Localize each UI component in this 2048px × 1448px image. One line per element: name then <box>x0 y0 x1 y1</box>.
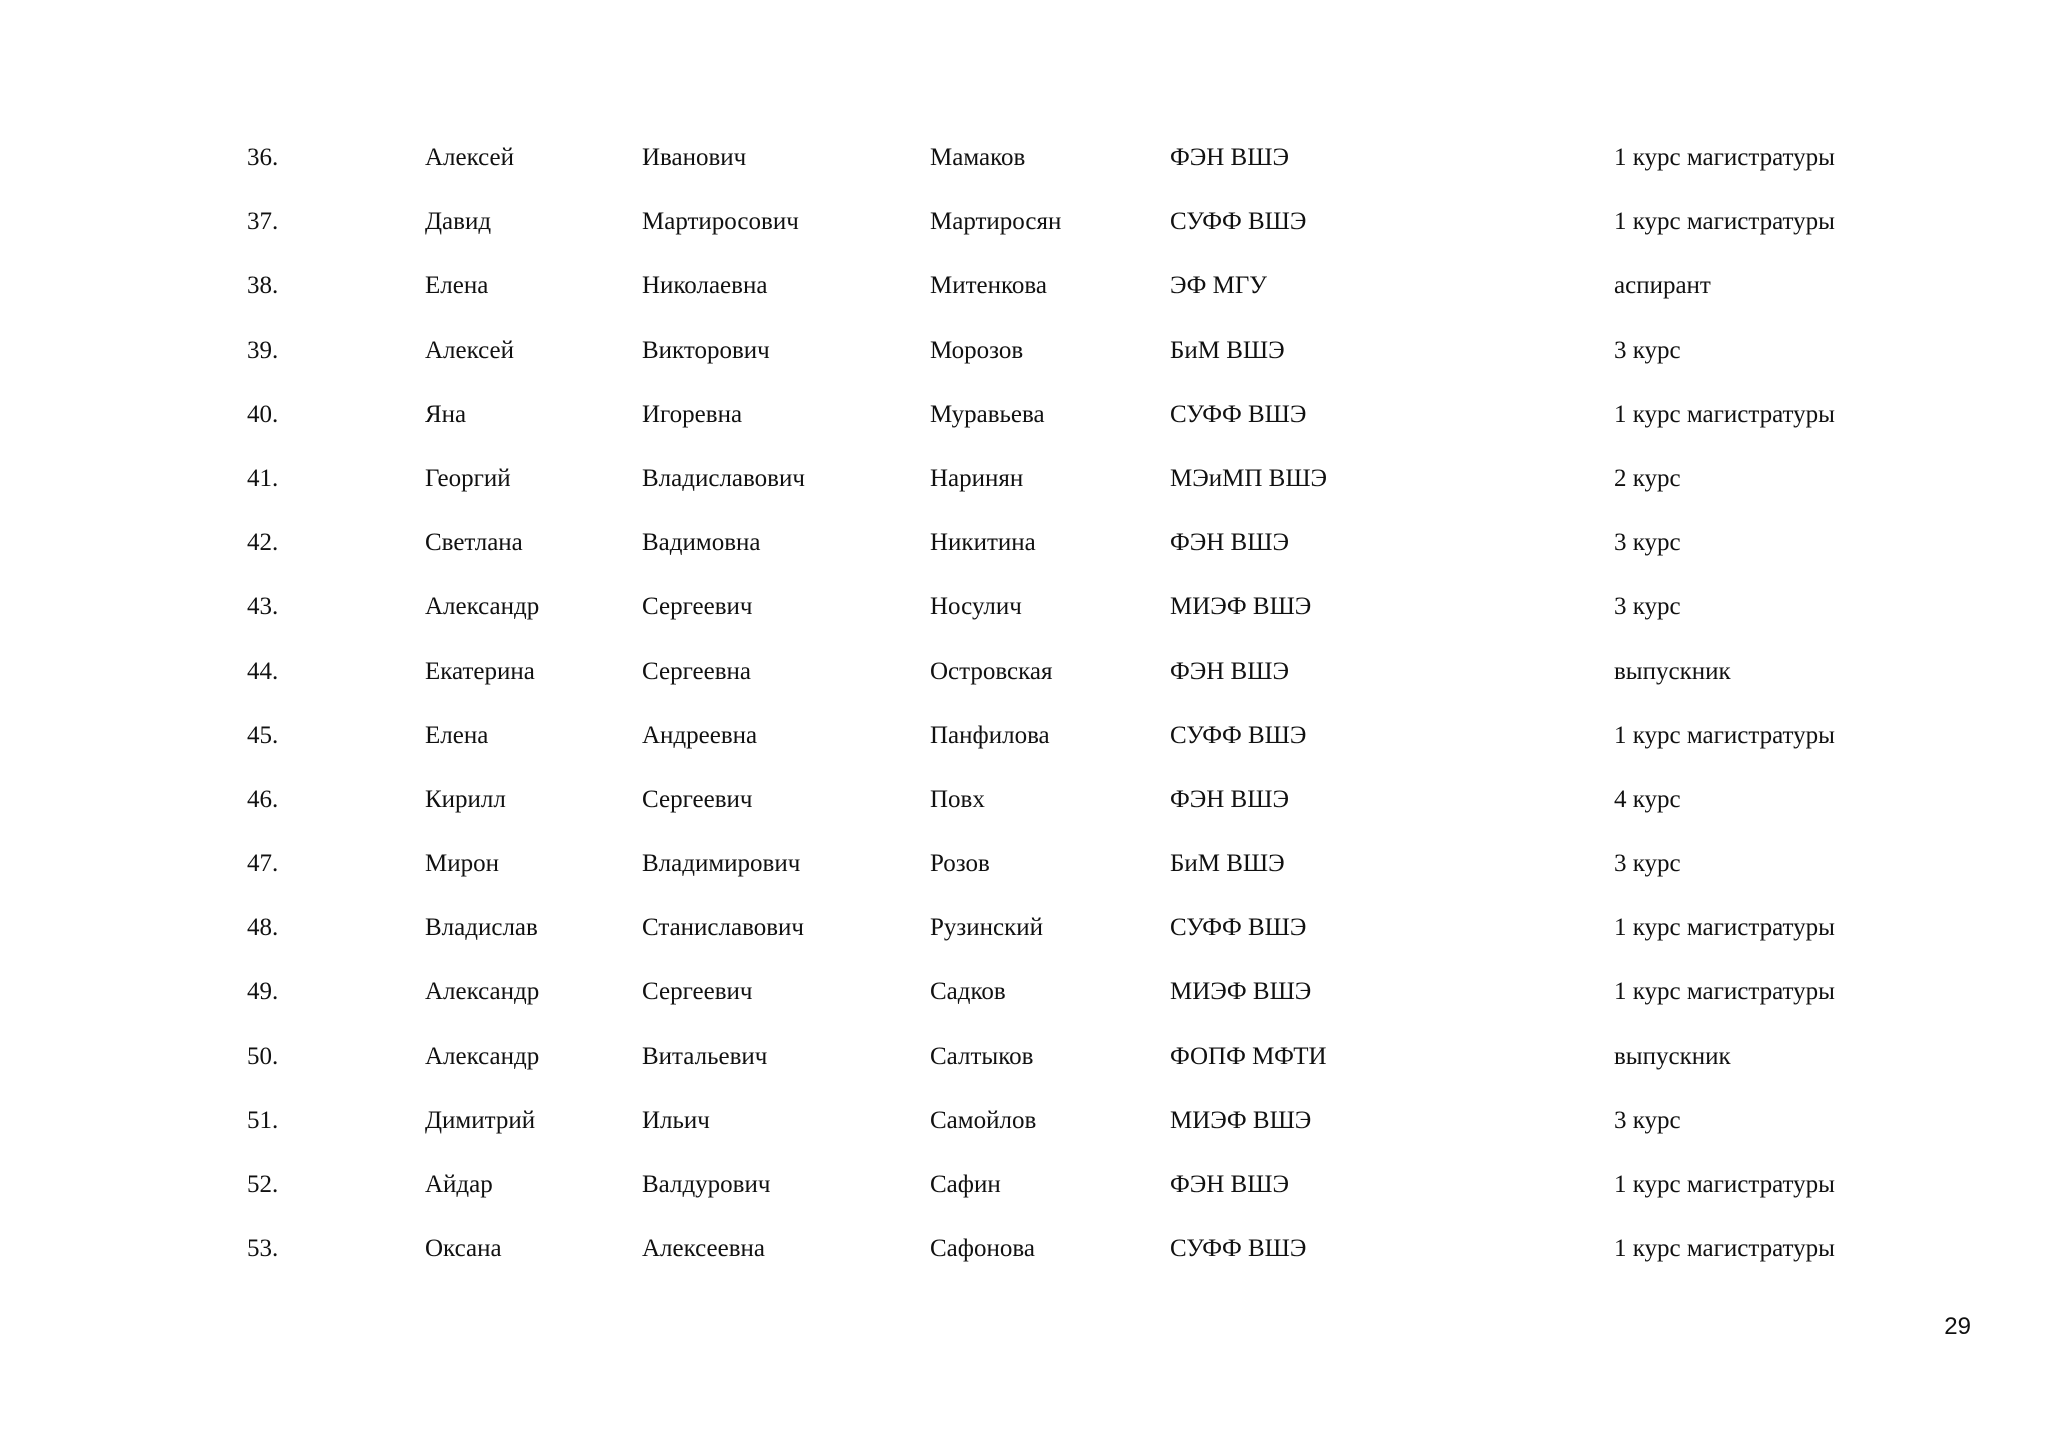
table-row <box>247 840 1867 904</box>
first-name: Александр <box>425 593 540 621</box>
row-number: 44. <box>247 657 279 685</box>
patronymic: Станиславович <box>642 914 804 942</box>
study-year: 2 курс <box>1614 464 1681 492</box>
organization: ФЭН ВШЭ <box>1170 144 1289 171</box>
table-row <box>247 904 1867 968</box>
table-row <box>247 391 1867 455</box>
organization: СУФФ ВШЭ <box>1170 914 1307 942</box>
study-year: 1 курс магистратуры <box>1614 721 1835 749</box>
first-name: Елена <box>425 721 489 749</box>
row-number: 47. <box>247 850 279 878</box>
row-number: 38. <box>247 272 279 300</box>
row-number: 52. <box>247 1171 279 1198</box>
patronymic: Сергеевич <box>642 593 753 621</box>
organization: ФЭН ВШЭ <box>1170 657 1289 685</box>
table-row <box>247 134 1867 198</box>
row-number: 49. <box>247 978 279 1006</box>
study-year: 4 курс <box>1614 785 1681 813</box>
patronymic: Валдурович <box>642 1171 771 1198</box>
row-number: 45. <box>247 721 279 749</box>
organization: СУФФ ВШЭ <box>1170 721 1307 749</box>
first-name: Владислав <box>425 914 538 942</box>
first-name: Георгий <box>425 464 511 492</box>
first-name: Оксана <box>425 1235 502 1263</box>
last-name: Митенкова <box>930 272 1047 300</box>
study-year: 1 курс магистратуры <box>1614 400 1835 428</box>
patronymic: Владимирович <box>642 850 801 878</box>
organization: СУФФ ВШЭ <box>1170 208 1307 236</box>
study-year: 3 курс <box>1614 336 1681 364</box>
row-number: 40. <box>247 400 279 428</box>
table-row <box>247 262 1867 326</box>
first-name: Мирон <box>425 850 499 878</box>
organization: МИЭФ ВШЭ <box>1170 593 1312 621</box>
first-name: Димитрий <box>425 1106 536 1134</box>
table-row <box>247 648 1867 712</box>
study-year: аспирант <box>1614 272 1711 300</box>
organization: БиМ ВШЭ <box>1170 336 1285 364</box>
table-row <box>247 327 1867 391</box>
table-row <box>247 455 1867 519</box>
organization: БиМ ВШЭ <box>1170 850 1285 878</box>
row-number: 37. <box>247 208 279 236</box>
organization: СУФФ ВШЭ <box>1170 1235 1307 1263</box>
patronymic: Сергеевна <box>642 657 751 685</box>
table-row <box>247 1033 1867 1097</box>
row-number: 46. <box>247 785 279 813</box>
last-name: Повх <box>930 785 985 813</box>
row-number: 42. <box>247 529 279 557</box>
table-row <box>247 519 1867 583</box>
row-number: 48. <box>247 914 279 942</box>
study-year: 1 курс магистратуры <box>1614 1235 1835 1263</box>
organization: СУФФ ВШЭ <box>1170 400 1307 428</box>
study-year: 1 курс магистратуры <box>1614 208 1835 236</box>
first-name: Кирилл <box>425 785 506 813</box>
organization: МИЭФ ВШЭ <box>1170 978 1312 1006</box>
last-name: Сафонова <box>930 1235 1035 1263</box>
last-name: Самойлов <box>930 1106 1037 1134</box>
first-name: Елена <box>425 272 489 300</box>
organization: ЭФ МГУ <box>1170 272 1268 300</box>
table-row <box>247 583 1867 647</box>
organization: ФЭН ВШЭ <box>1170 785 1289 813</box>
row-number: 41. <box>247 464 279 492</box>
patronymic: Андреевна <box>642 721 758 749</box>
first-name: Алексей <box>425 144 515 171</box>
last-name: Мамаков <box>930 144 1026 171</box>
patronymic: Вадимовна <box>642 529 761 557</box>
table-row <box>247 198 1867 262</box>
last-name: Панфилова <box>930 721 1050 749</box>
organization: МИЭФ ВШЭ <box>1170 1106 1312 1134</box>
patronymic: Сергеевич <box>642 785 753 813</box>
participants-table <box>247 134 1867 1289</box>
patronymic: Игоревна <box>642 400 743 428</box>
patronymic: Викторович <box>642 336 770 364</box>
row-number: 51. <box>247 1106 279 1134</box>
study-year: выпускник <box>1614 657 1731 685</box>
last-name: Салтыков <box>930 1042 1034 1070</box>
study-year: 1 курс магистратуры <box>1614 1171 1835 1198</box>
study-year: 1 курс магистратуры <box>1614 144 1835 171</box>
first-name: Светлана <box>425 529 523 557</box>
organization: ФЭН ВШЭ <box>1170 1171 1289 1198</box>
table-row <box>247 776 1867 840</box>
last-name: Мартиросян <box>930 208 1062 236</box>
page-number: 29 <box>1944 1313 1971 1340</box>
last-name: Садков <box>930 978 1006 1006</box>
row-number: 39. <box>247 336 279 364</box>
patronymic: Витальевич <box>642 1042 768 1070</box>
patronymic: Николаевна <box>642 272 768 300</box>
table-row <box>247 1097 1867 1161</box>
last-name: Рузинский <box>930 914 1044 942</box>
study-year: 1 курс магистратуры <box>1614 978 1835 1006</box>
patronymic: Ильич <box>642 1106 710 1134</box>
first-name: Айдар <box>425 1171 493 1198</box>
study-year: 1 курс магистратуры <box>1614 914 1835 942</box>
table-row <box>247 1161 1867 1225</box>
row-number: 53. <box>247 1235 279 1263</box>
study-year: 3 курс <box>1614 593 1681 621</box>
first-name: Александр <box>425 978 540 1006</box>
organization: ФОПФ МФТИ <box>1170 1042 1327 1070</box>
patronymic: Алексеевна <box>642 1235 766 1263</box>
first-name: Екатерина <box>425 657 535 685</box>
last-name: Морозов <box>930 336 1024 364</box>
row-number: 43. <box>247 593 279 621</box>
table-row <box>247 712 1867 776</box>
last-name: Островская <box>930 657 1053 685</box>
study-year: 3 курс <box>1614 850 1681 878</box>
last-name: Никитина <box>930 529 1036 557</box>
first-name: Яна <box>425 400 467 428</box>
last-name: Наринян <box>930 464 1024 492</box>
first-name: Давид <box>425 208 492 236</box>
organization: ФЭН ВШЭ <box>1170 529 1289 557</box>
study-year: 3 курс <box>1614 529 1681 557</box>
study-year: 3 курс <box>1614 1106 1681 1134</box>
last-name: Носулич <box>930 593 1022 621</box>
organization: МЭиМП ВШЭ <box>1170 464 1328 492</box>
patronymic: Иванович <box>642 144 747 171</box>
table-row <box>247 1225 1867 1289</box>
patronymic: Сергеевич <box>642 978 753 1006</box>
last-name: Муравьева <box>930 400 1045 428</box>
row-number: 36. <box>247 144 279 171</box>
table-row <box>247 968 1867 1032</box>
last-name: Розов <box>930 850 990 878</box>
row-number: 50. <box>247 1042 279 1070</box>
first-name: Алексей <box>425 336 515 364</box>
patronymic: Мартиросович <box>642 208 799 236</box>
first-name: Александр <box>425 1042 540 1070</box>
study-year: выпускник <box>1614 1042 1731 1070</box>
patronymic: Владиславович <box>642 464 805 492</box>
last-name: Сафин <box>930 1171 1001 1198</box>
